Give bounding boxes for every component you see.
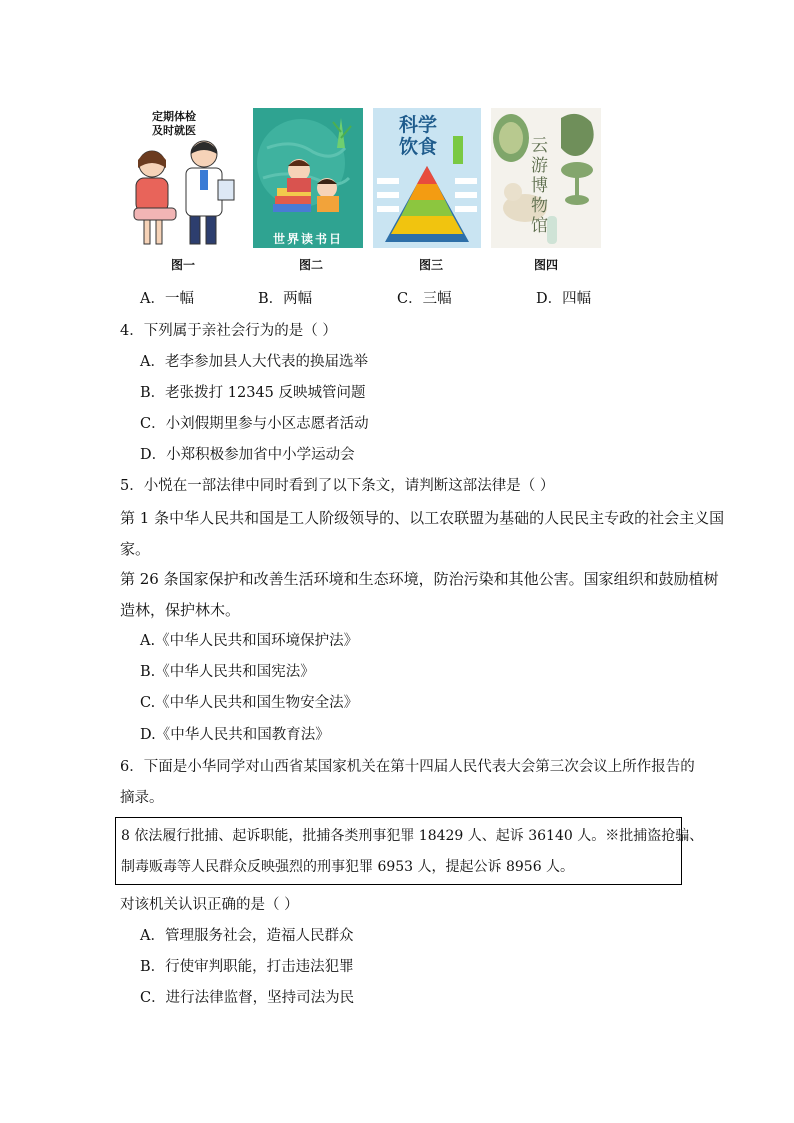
figure-3 <box>373 108 481 248</box>
poster-title: 科学饮食 <box>399 114 438 158</box>
q6-option-c[interactable]: C．进行法律监督，坚持司法为民 <box>140 990 355 1006</box>
q3-option-c[interactable]: C．三幅 <box>397 291 452 307</box>
q5-option-d[interactable]: D.《中华人民共和国教育法》 <box>140 727 330 743</box>
q4-option-b[interactable]: B．老张拨打 12345 反映城管问题 <box>140 385 366 401</box>
figure-2 <box>253 108 363 248</box>
q3-option-d[interactable]: D．四幅 <box>536 291 592 307</box>
q4-option-c[interactable]: C．小刘假期里参与小区志愿者活动 <box>140 416 369 432</box>
q5-article-1-line-2: 家。 <box>120 540 151 558</box>
q5-stem: 5．小悦在一部法律中同时看到了以下条文，请判断这部法律是（ ） <box>120 478 555 494</box>
reading-day-poster <box>253 108 363 248</box>
figure-4 <box>491 108 601 248</box>
q5-option-a[interactable]: A.《中华人民共和国环境保护法》 <box>140 633 359 649</box>
q6-option-a[interactable]: A．管理服务社会，造福人民群众 <box>140 928 354 944</box>
q3-option-a[interactable]: A．一幅 <box>140 291 194 307</box>
q4-option-d[interactable]: D．小郑积极参加省中小学运动会 <box>140 447 355 463</box>
q4-option-a[interactable]: A．老李参加县人大代表的换届选举 <box>140 354 368 370</box>
svg-text:及时就医: 及时就医 <box>152 124 196 137</box>
q5-article-26-line-2: 造林，保护林木。 <box>120 601 241 619</box>
q5-option-b[interactable]: B.《中华人民共和国宪法》 <box>140 664 315 680</box>
poster-title: 世界读书日 <box>272 232 343 246</box>
figure-3-caption: 图三 <box>418 258 443 272</box>
q6-excerpt-box <box>115 817 704 885</box>
q5-article-26-line-1: 第 26 条国家保护和改善生活环境和生态环境，防治污染和其他公害。国家组织和鼓励植树 <box>120 570 719 588</box>
q6-excerpt-line-2: 制毒贩毒等人民群众反映强烈的刑事犯罪 6953 人，提起公诉 8956 人。 <box>121 859 575 875</box>
q6-stem-line-1: 6．下面是小华同学对山西省某国家机关在第十四届人民代表大会第三次会议上所作报告的 <box>120 759 695 775</box>
q6-stem-line-2: 摘录。 <box>120 790 164 806</box>
figure-1 <box>122 108 240 248</box>
q5-option-c[interactable]: C.《中华人民共和国生物安全法》 <box>140 695 359 711</box>
q6-option-b[interactable]: B．行使审判职能，打击违法犯罪 <box>140 959 354 975</box>
q3-option-b[interactable]: B．两幅 <box>258 291 313 307</box>
q4-stem: 4．下列属于亲社会行为的是（ ） <box>120 323 337 339</box>
q6-question: 对该机关认识正确的是（ ） <box>120 897 299 913</box>
figure-1-caption: 图一 <box>170 258 195 272</box>
figure-4-caption: 图四 <box>533 258 558 272</box>
poster-title: 云游博物馆 <box>531 136 548 236</box>
doctor-patient-illustration <box>122 108 240 248</box>
q6-excerpt-line-1: 8 依法履行批捕、起诉职能，批捕各类刑事犯罪 18429 人、起诉 36140 人。※批捕盗抢骗、 <box>121 828 704 844</box>
q5-article-1-line-1: 第 1 条中华人民共和国是工人阶级领导的、以工农联盟为基础的人民民主专政的社会主义国 <box>120 509 725 527</box>
svg-text:定期体检: 定期体检 <box>152 110 196 123</box>
figure-2-caption: 图二 <box>298 258 323 272</box>
